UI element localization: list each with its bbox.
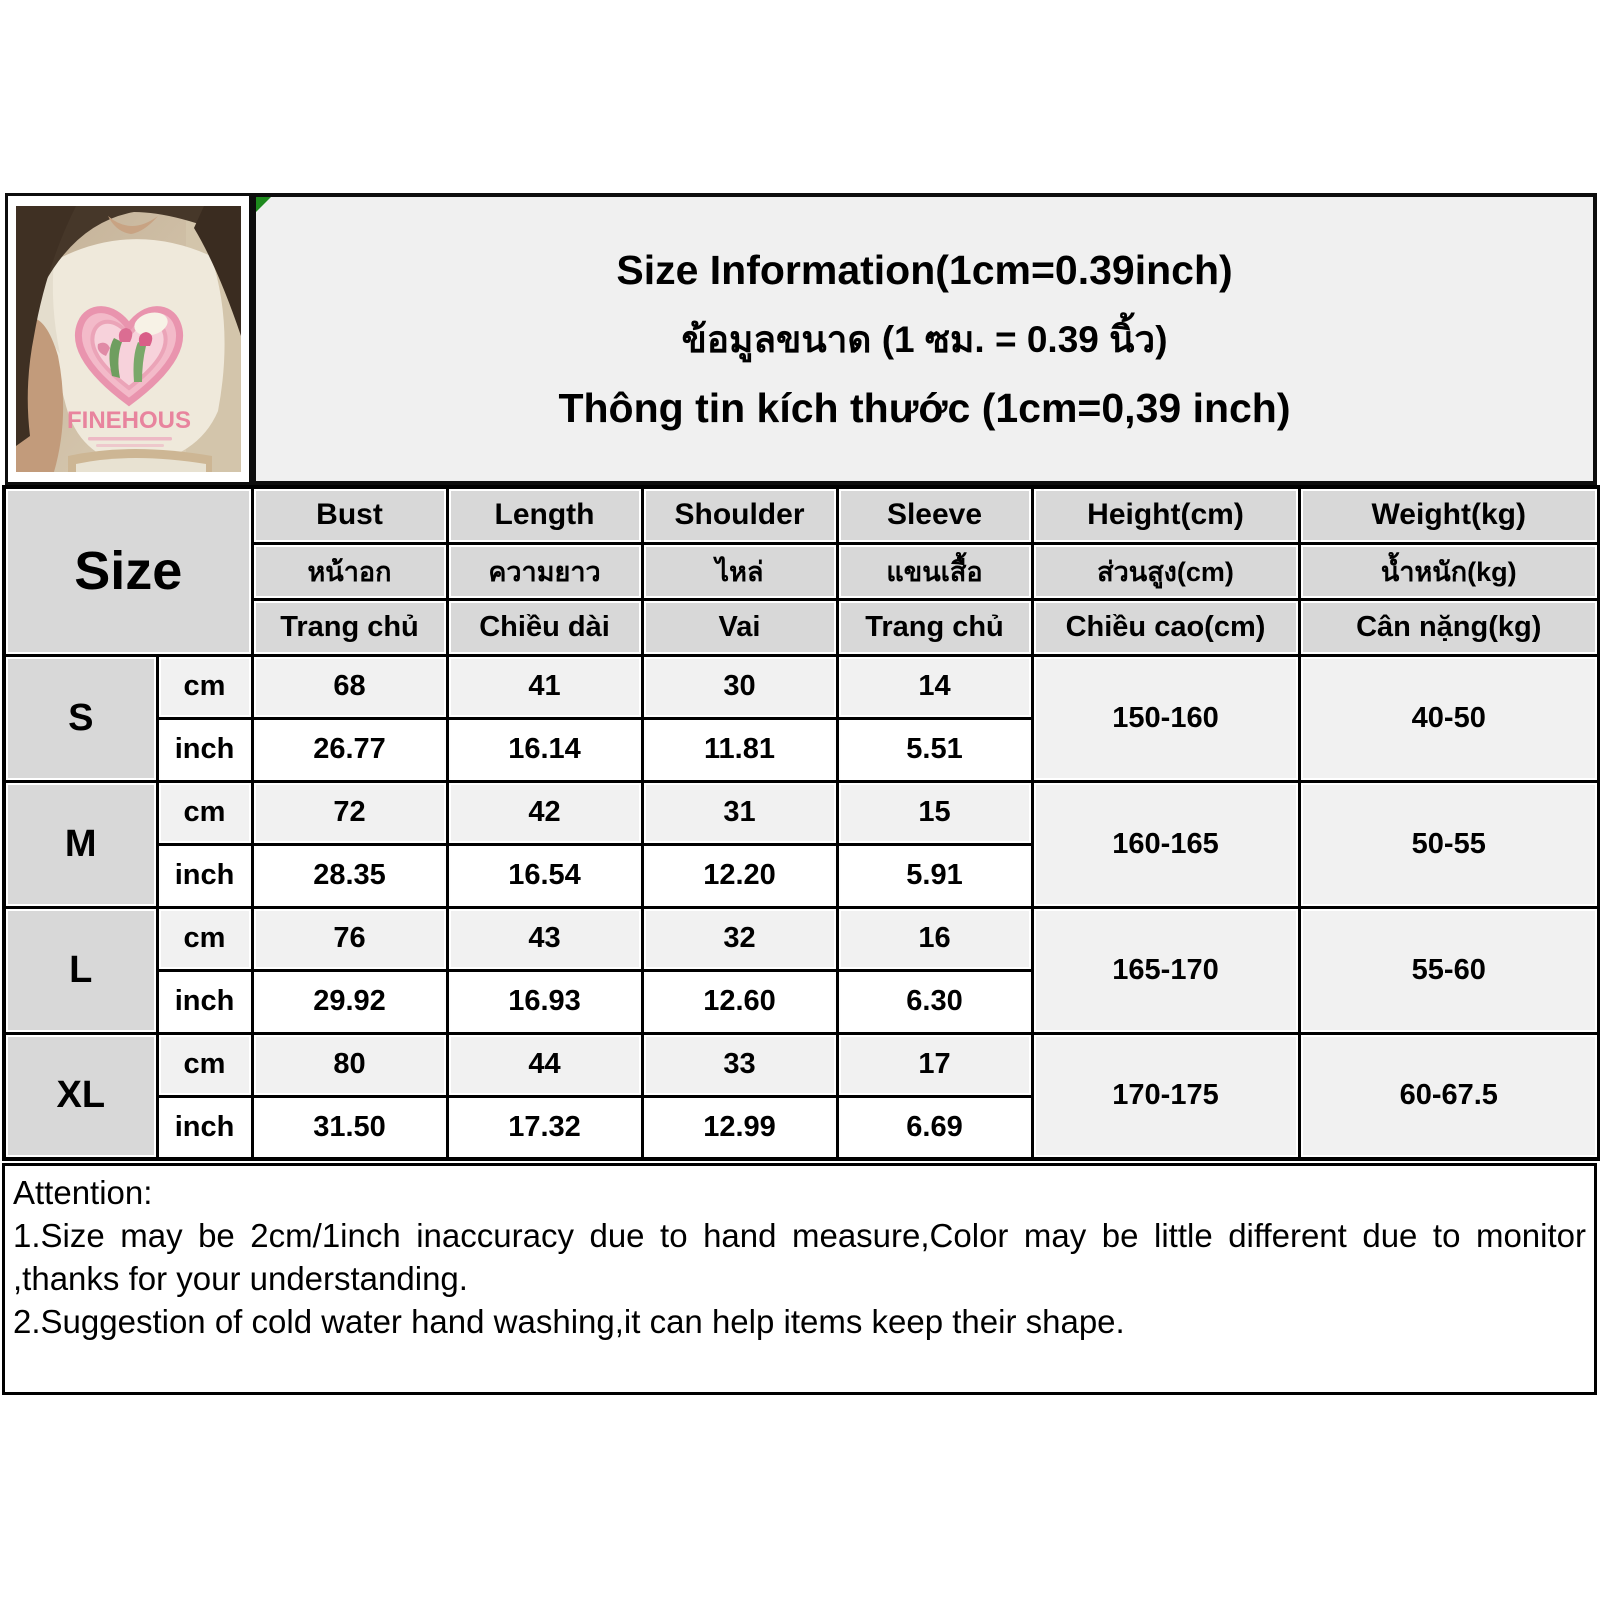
column-header-weight-vi: Cân nặng(kg)	[1303, 603, 1596, 652]
value-cell: 31	[646, 785, 834, 841]
attention-notes	[2, 1163, 1597, 1395]
value-cell: 28.35	[256, 848, 444, 904]
column-header-bust-vi: Trang chủ	[256, 603, 444, 652]
column-header-weight: Weight(kg)	[1303, 491, 1596, 540]
column-header-weight-thai: น้ำหนัก(kg)	[1303, 547, 1596, 596]
size-label-s: S	[8, 659, 154, 778]
column-header-length-thai: ความยาว	[451, 547, 639, 596]
column-header-shoulder: Shoulder	[646, 491, 834, 540]
value-cell: 15	[841, 785, 1029, 841]
value-cell: 6.30	[841, 974, 1029, 1030]
size-label-xl: XL	[8, 1037, 154, 1156]
column-header-sleeve-thai: แขนเสื้อ	[841, 547, 1029, 596]
value-cell: 14	[841, 659, 1029, 715]
height-range-cell: 160-165	[1036, 785, 1296, 904]
unit-label-cm: cm	[161, 659, 249, 715]
column-header-sleeve-vi: Trang chủ	[841, 603, 1029, 652]
title-thai: ข้อมูลขนาด (1 ซม. = 0.39 นิ้ว)	[681, 318, 1168, 360]
attention-note-2: 2.Suggestion of cold water hand washing,it can help items keep their shape.	[13, 1303, 1125, 1340]
height-range-cell: 150-160	[1036, 659, 1296, 778]
value-cell: 12.99	[646, 1100, 834, 1156]
column-header-height: Height(cm)	[1036, 491, 1296, 540]
title-english: Size Information(1cm=0.39inch)	[616, 246, 1233, 293]
size-corner-header: Size	[8, 491, 249, 652]
weight-range-cell: 40-50	[1303, 659, 1596, 778]
height-range-cell: 170-175	[1036, 1037, 1296, 1156]
column-header-height-thai: ส่วนสูง(cm)	[1036, 547, 1296, 596]
value-cell: 44	[451, 1037, 639, 1093]
value-cell: 43	[451, 911, 639, 967]
brand-text: FINEHOUS	[66, 407, 192, 434]
height-range-cell: 165-170	[1036, 911, 1296, 1030]
weight-range-cell: 55-60	[1303, 911, 1596, 1030]
unit-label-cm: cm	[161, 1037, 249, 1093]
value-cell: 68	[256, 659, 444, 715]
attention-heading: Attention:	[13, 1174, 153, 1211]
value-cell: 30	[646, 659, 834, 715]
value-cell: 16.54	[451, 848, 639, 904]
weight-range-cell: 50-55	[1303, 785, 1596, 904]
value-cell: 17	[841, 1037, 1029, 1093]
size-information-header	[252, 193, 1597, 485]
value-cell: 26.77	[256, 722, 444, 778]
size-label-m: M	[8, 785, 154, 904]
unit-label-cm: cm	[161, 785, 249, 841]
unit-label-inch: inch	[161, 722, 249, 778]
size-label-l: L	[8, 911, 154, 1030]
unit-label-inch: inch	[161, 848, 249, 904]
value-cell: 31.50	[256, 1100, 444, 1156]
value-cell: 32	[646, 911, 834, 967]
column-header-length-vi: Chiều dài	[451, 603, 639, 652]
title-vietnamese: Thông tin kích thước (1cm=0,39 inch)	[558, 384, 1291, 431]
column-header-sleeve: Sleeve	[841, 491, 1029, 540]
value-cell: 72	[256, 785, 444, 841]
value-cell: 5.51	[841, 722, 1029, 778]
value-cell: 6.69	[841, 1100, 1029, 1156]
value-cell: 16.93	[451, 974, 639, 1030]
unit-label-cm: cm	[161, 911, 249, 967]
value-cell: 16.14	[451, 722, 639, 778]
unit-label-inch: inch	[161, 1100, 249, 1156]
value-cell: 29.92	[256, 974, 444, 1030]
weight-range-cell: 60-67.5	[1303, 1037, 1596, 1156]
value-cell: 12.20	[646, 848, 834, 904]
value-cell: 12.60	[646, 974, 834, 1030]
value-cell: 42	[451, 785, 639, 841]
column-header-height-vi: Chiều cao(cm)	[1036, 603, 1296, 652]
column-header-shoulder-thai: ไหล่	[646, 547, 834, 596]
value-cell: 5.91	[841, 848, 1029, 904]
value-cell: 76	[256, 911, 444, 967]
column-header-length: Length	[451, 491, 639, 540]
value-cell: 11.81	[646, 722, 834, 778]
value-cell: 16	[841, 911, 1029, 967]
column-header-bust-thai: หน้าอก	[256, 547, 444, 596]
size-table	[2, 485, 1600, 1161]
attention-note-1: 1.Size may be 2cm/1inch inaccuracy due to hand measure,Color may be little different due to monitor ,thanks for your understanding.	[13, 1217, 1586, 1297]
green-corner-marker-icon	[256, 197, 271, 212]
value-cell: 33	[646, 1037, 834, 1093]
value-cell: 80	[256, 1037, 444, 1093]
column-header-bust: Bust	[256, 491, 444, 540]
product-photo	[5, 193, 252, 485]
product-photo-image	[16, 206, 241, 472]
value-cell: 41	[451, 659, 639, 715]
column-header-shoulder-vi: Vai	[646, 603, 834, 652]
value-cell: 17.32	[451, 1100, 639, 1156]
unit-label-inch: inch	[161, 974, 249, 1030]
